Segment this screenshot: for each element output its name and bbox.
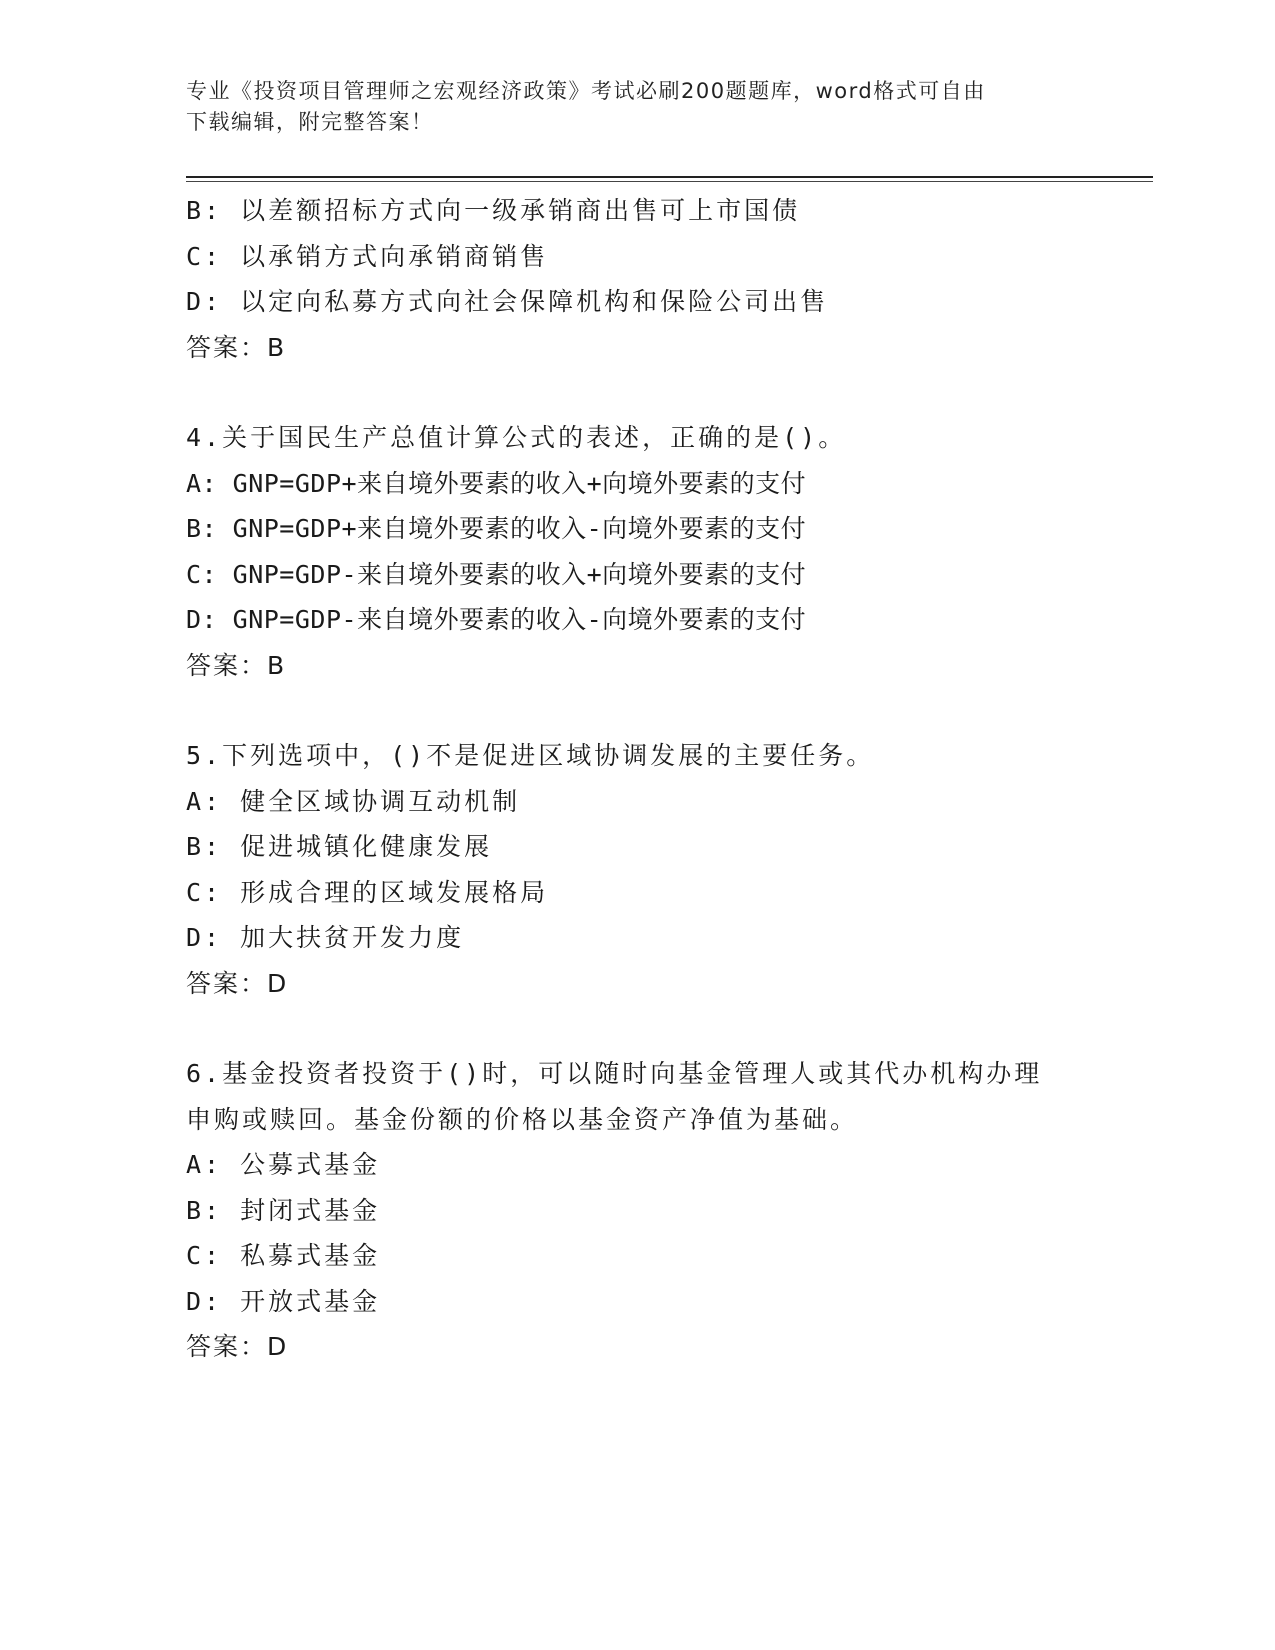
question-6 [186,1051,1066,1370]
q4-answer: 答案：B [186,650,287,680]
q5-option-a: A: 健全区域协调互动机制 [186,786,521,816]
q3-answer: 答案：B [186,332,287,362]
q6-question-line-1: 6.基金投资者投资于()时，可以随时向基金管理人或其代办机构办理 [186,1059,1043,1088]
q5-option-c: C: 形成合理的区域发展格局 [186,877,549,907]
header-divider-thick [186,176,1153,178]
spacer [186,1006,1066,1051]
header-divider-thin [186,181,1153,182]
question-4 [186,415,1066,688]
header-line-2: 下载编辑，附完整答案！ [186,110,434,134]
q4-option-d: D: GNP=GDP-来自境外要素的收入-向境外要素的支付 [186,605,807,634]
question-list [186,188,1066,1370]
q5-option-d: D: 加大扶贫开发力度 [186,923,465,952]
q5-option-b: B: 促进城镇化健康发展 [186,832,493,861]
q4-option-c: C: GNP=GDP-来自境外要素的收入+向境外要素的支付 [186,559,807,589]
q5-question: 5.下列选项中，()不是促进区域协调发展的主要任务。 [186,741,875,770]
spacer [186,688,1066,733]
q5-answer: 答案：D [186,968,289,998]
q6-answer: 答案：D [186,1332,289,1361]
q6-question-line-2: 申购或赎回。基金份额的价格以基金资产净值为基础。 [186,1104,859,1134]
question-5 [186,733,1066,1006]
q4-option-a: A: GNP=GDP+来自境外要素的收入+向境外要素的支付 [186,468,807,498]
q6-option-c: C: 私募式基金 [186,1241,381,1270]
spacer [186,370,1066,415]
q6-option-b: B: 封闭式基金 [186,1195,381,1225]
q4-question: 4.关于国民生产总值计算公式的表述，正确的是()。 [186,423,847,452]
q3-option-d: D: 以定向私募方式向社会保障机构和保险公司出售 [186,287,829,316]
question-3-continued [186,188,1066,370]
q4-option-b: B: GNP=GDP+来自境外要素的收入-向境外要素的支付 [186,514,807,543]
q3-option-c: C: 以承销方式向承销商销售 [186,241,549,271]
q3-option-b: B: 以差额招标方式向一级承销商出售可上市国债 [186,196,801,225]
q6-option-d: D: 开放式基金 [186,1286,381,1316]
q6-option-a: A: 公募式基金 [186,1150,381,1179]
document-header [186,76,1066,138]
header-line-1: 专业《投资项目管理师之宏观经济政策》考试必刷200题题库，word格式可自由 [186,79,986,103]
